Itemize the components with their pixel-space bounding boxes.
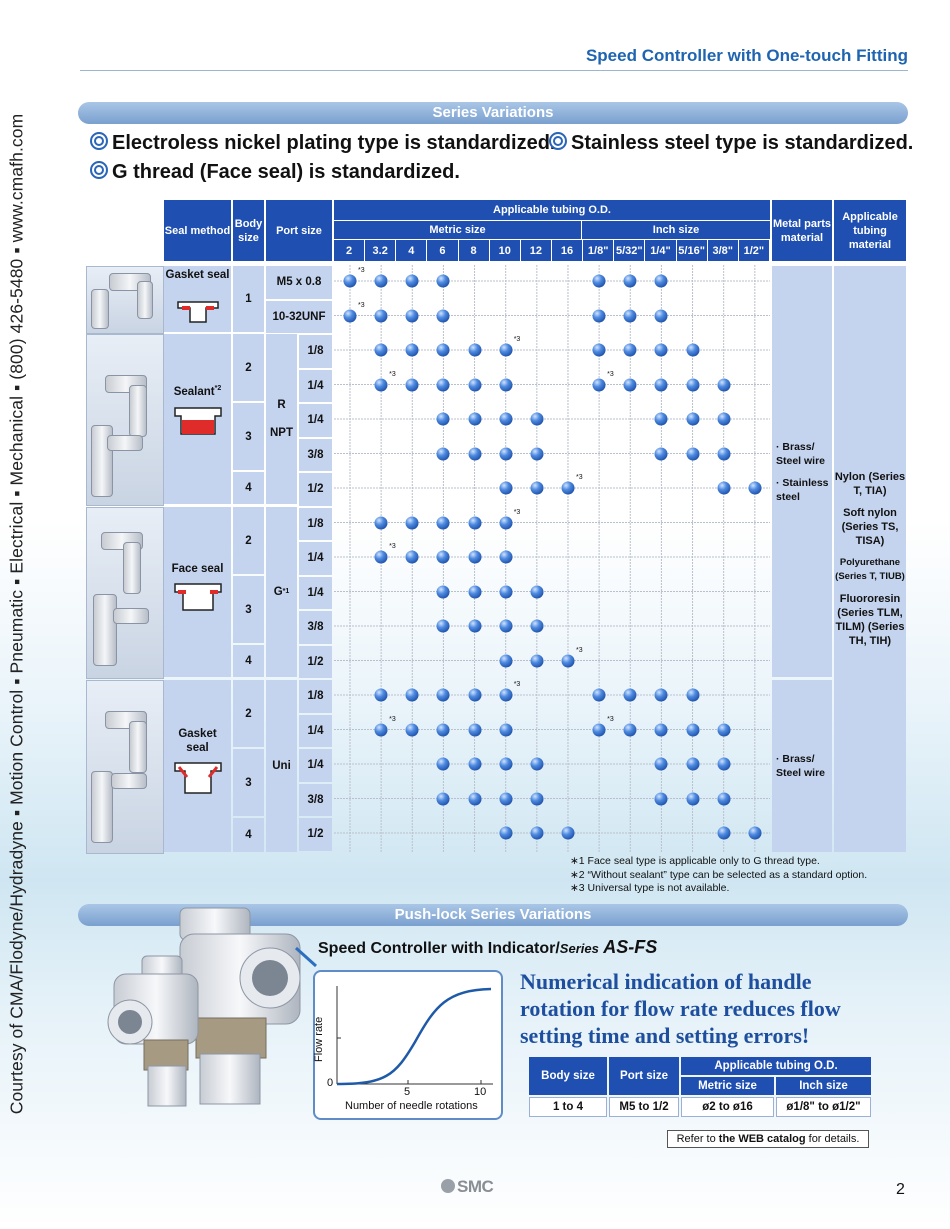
tubing-col-header: 3.2 (365, 240, 395, 261)
note-marker: *3 (358, 267, 365, 274)
availability-dot (561, 827, 574, 840)
availability-dot (748, 482, 761, 495)
availability-dot (468, 447, 481, 460)
availability-dot (499, 792, 512, 805)
t2-port-value: M5 to 1/2 (609, 1097, 679, 1117)
product-photo-asfs (100, 888, 320, 1113)
thread-uni: Uni (266, 680, 297, 852)
availability-dot (530, 585, 543, 598)
flow-curve (337, 989, 491, 1084)
port-size-cell: 1/8 (299, 680, 332, 713)
availability-dot (593, 344, 606, 357)
availability-dot (530, 413, 543, 426)
availability-dot (624, 309, 637, 322)
availability-dot (406, 344, 419, 357)
note-marker: *3 (513, 681, 521, 688)
seal-sealant: Sealant$^{*2}$ (164, 334, 231, 504)
availability-dot (530, 654, 543, 667)
availability-dot (561, 482, 574, 495)
header-metal-parts: Metal parts material (772, 200, 832, 261)
availability-dot (375, 723, 388, 736)
seal-face: Face seal (164, 507, 231, 677)
tubing-col-header: 1/2" (739, 240, 769, 261)
port-size-cell: 1/2 (299, 818, 332, 851)
metal-parts-2: · Brass/ Steel wire (772, 680, 832, 852)
ring-bullet-icon (549, 132, 567, 150)
availability-dot (717, 413, 730, 426)
graph-x-label: Number of needle rotations (345, 1100, 478, 1112)
t2-metric-value: ø2 to ø16 (681, 1097, 774, 1117)
smc-logo: SMC (441, 1177, 493, 1197)
availability-dot (655, 689, 668, 702)
header-seal-method: Seal method (164, 200, 231, 261)
photo-gasket-seal-1 (86, 266, 164, 334)
tubing-col-header: 3/8" (708, 240, 738, 261)
availability-dot (655, 344, 668, 357)
ring-bullet-icon (90, 132, 108, 150)
t2-body-header: Body size (529, 1057, 607, 1095)
body-size-cell: 2 (233, 507, 264, 574)
availability-dot (624, 344, 637, 357)
availability-dot (437, 551, 450, 564)
availability-dot (468, 551, 481, 564)
availability-dot (655, 792, 668, 805)
port-size-cell: 1/4 (299, 577, 332, 610)
port-size-cell: 1/2 (299, 646, 332, 679)
availability-dot (655, 723, 668, 736)
body-size-cell: 3 (233, 576, 264, 643)
port-size-cell: 3/8 (299, 439, 332, 472)
availability-dot (375, 516, 388, 529)
availability-dot (406, 275, 419, 288)
port-size-cell: 1/4 (299, 370, 332, 403)
photo-sealant (86, 334, 164, 506)
port-size-cell: 3/8 (299, 611, 332, 644)
series-variations-band: Series Variations (78, 102, 908, 124)
availability-dot (468, 516, 481, 529)
graph-x0: 0 (327, 1077, 334, 1089)
tubing-col-header: 2 (334, 240, 364, 261)
t2-inch-value: ø1/8" to ø1/2" (776, 1097, 871, 1117)
availability-dot (437, 309, 450, 322)
availability-dot (593, 378, 606, 391)
availability-dot (468, 723, 481, 736)
availability-dot (686, 723, 699, 736)
availability-dot (499, 689, 512, 702)
availability-dot (437, 447, 450, 460)
body-size-cell: 4 (233, 472, 264, 504)
tubing-col-header: 1/8" (583, 240, 613, 261)
availability-dot (593, 309, 606, 322)
availability-dot (406, 378, 419, 391)
availability-dot (530, 792, 543, 805)
availability-dot (499, 516, 512, 529)
availability-dot (530, 482, 543, 495)
push-lock-band: Push-lock Series Variations (78, 904, 908, 926)
note-marker: *3 (607, 715, 614, 723)
body-size-cell: 3 (233, 403, 264, 470)
availability-dot (624, 378, 637, 391)
seal-gasket-1: Gasket seal (164, 266, 231, 332)
availability-dot (686, 758, 699, 771)
tubing-col-header: 16 (552, 240, 582, 261)
availability-dot (499, 413, 512, 426)
availability-dot (686, 792, 699, 805)
availability-dot (499, 378, 512, 391)
tubing-col-header: 5/32" (614, 240, 644, 261)
flow-rate-graph (313, 970, 503, 1120)
t2-port-header: Port size (609, 1057, 679, 1095)
availability-dot (437, 792, 450, 805)
availability-dot (530, 620, 543, 633)
thread-g: G *1 (266, 507, 297, 677)
headline-g-thread: G thread (Face seal) is standardized. (90, 161, 460, 184)
note-marker: *3 (575, 474, 583, 481)
photo-gasket-seal-2 (86, 680, 164, 854)
port-size-cell: 1/4 (299, 749, 332, 782)
note-marker: *3 (513, 336, 521, 343)
footnote-2: ∗2 “Without sealant” type can be selected as a standard option. (570, 869, 868, 881)
note-marker: *3 (607, 370, 614, 378)
availability-dot (406, 516, 419, 529)
port-size-cell: 1/8 (299, 508, 332, 541)
port-size-cell: M5 x 0.8 (266, 266, 332, 299)
availability-dot (624, 275, 637, 288)
availability-dot (624, 689, 637, 702)
header-inch-size: Inch size (582, 221, 770, 239)
availability-dot (655, 413, 668, 426)
availability-dot (499, 827, 512, 840)
availability-dot (437, 723, 450, 736)
availability-dot (375, 275, 388, 288)
availability-dot (530, 447, 543, 460)
availability-dot (375, 344, 388, 357)
thread-r-npt: R NPT (266, 334, 297, 504)
body-size-cell: 4 (233, 645, 264, 677)
availability-dot (530, 758, 543, 771)
t2-body-value: 1 to 4 (529, 1097, 607, 1117)
availability-dot (686, 447, 699, 460)
port-size-cell: 1/4 (299, 542, 332, 575)
availability-dot (593, 689, 606, 702)
availability-dot (499, 344, 512, 357)
header-body-size: Body size (233, 200, 264, 261)
availability-dot (437, 413, 450, 426)
gasket-seal-icon (173, 761, 223, 795)
graph-x5: 5 (404, 1086, 411, 1098)
availability-dot (686, 413, 699, 426)
availability-dot (499, 447, 512, 460)
body-size-cell: 2 (233, 334, 264, 401)
body-size-cell: 4 (233, 818, 264, 852)
availability-dot (686, 689, 699, 702)
availability-dot (437, 275, 450, 288)
asfs-subtitle: Speed Controller with Indicator/Series AS-FS (318, 937, 658, 957)
graph-y-label: Flow rate (313, 1016, 325, 1062)
web-catalog-note: Refer to the WEB catalog for details. (667, 1130, 869, 1148)
availability-dot (437, 758, 450, 771)
availability-dot (344, 275, 357, 288)
availability-dot (468, 758, 481, 771)
note-marker: *3 (389, 543, 396, 550)
availability-dot (717, 758, 730, 771)
availability-dot (561, 654, 574, 667)
header-port-size: Port size (266, 200, 332, 261)
availability-dot (468, 792, 481, 805)
availability-dot (717, 447, 730, 460)
tubing-col-header: 6 (427, 240, 457, 261)
availability-dot (717, 482, 730, 495)
t2-metric-header: Metric size (681, 1077, 774, 1095)
availability-dot (468, 413, 481, 426)
seal-gasket-2: Gasket seal (164, 680, 231, 852)
availability-dot (499, 620, 512, 633)
note-marker: *3 (575, 646, 583, 654)
note-marker: *3 (389, 715, 396, 723)
headline-stainless: Stainless steel type is standardized. (549, 132, 913, 155)
body-size-cell: 2 (233, 680, 264, 747)
availability-dot (375, 309, 388, 322)
metal-parts-1: · Brass/ Steel wire · Stainless steel (772, 266, 832, 677)
body-size-cell: 1 (233, 266, 264, 332)
availability-dot (499, 551, 512, 564)
applicable-tubing-material: Nylon (Series T, TIA) Soft nylon (Series TS, TISA) Polyurethane (Series T, TIUB) Fluororesin (Series TLM, TILM) (Series TH, TIH) (834, 266, 906, 852)
ring-bullet-icon (90, 161, 108, 179)
face-seal-icon (173, 582, 223, 612)
availability-dot (375, 551, 388, 564)
sealant-icon (173, 406, 223, 436)
availability-dot (437, 344, 450, 357)
port-size-cell: 1/4 (299, 715, 332, 748)
availability-dot (717, 792, 730, 805)
availability-dot (437, 378, 450, 391)
availability-dot (375, 378, 388, 391)
note-marker: *3 (513, 508, 521, 516)
headline-nickel: Electroless nickel plating type is standardized. (90, 132, 555, 155)
port-size-cell: 10-32UNF (266, 301, 332, 334)
availability-dot (717, 827, 730, 840)
availability-dot (406, 723, 419, 736)
tubing-col-header: 5/16" (677, 240, 707, 261)
port-size-cell: 1/4 (299, 404, 332, 437)
availability-dot (655, 447, 668, 460)
availability-dot (655, 758, 668, 771)
availability-dot (655, 378, 668, 391)
availability-dot (499, 758, 512, 771)
footnote-1: ∗1 Face seal type is applicable only to G thread type. (570, 855, 820, 867)
availability-dot (530, 827, 543, 840)
availability-dot (499, 723, 512, 736)
tubing-grid (334, 265, 770, 852)
photo-face-seal (86, 507, 164, 679)
header-applicable-tubing-material: Applicable tubing material (834, 200, 906, 261)
tubing-col-header: 10 (490, 240, 520, 261)
graph-x10: 10 (474, 1086, 487, 1098)
footnote-3: ∗3 Universal type is not available. (570, 882, 730, 894)
header-applicable-tubing: Applicable tubing O.D. (334, 200, 770, 220)
availability-dot (499, 585, 512, 598)
availability-dot (717, 378, 730, 391)
page-number: 2 (896, 1181, 905, 1198)
availability-dot (686, 344, 699, 357)
body-size-cell: 3 (233, 749, 264, 816)
availability-dot (655, 275, 668, 288)
port-size-cell: 1/2 (299, 473, 332, 506)
availability-dot (437, 620, 450, 633)
note-marker: *3 (358, 301, 365, 309)
availability-dot (717, 723, 730, 736)
port-size-cell: 1/8 (299, 335, 332, 368)
header-metric-size: Metric size (334, 221, 581, 239)
availability-dot (468, 620, 481, 633)
asfs-description: Numerical indication of handle rotation for flow rate reduces flow setting time and setting errors! (520, 969, 841, 1048)
header-rule (80, 70, 908, 71)
availability-dot (406, 689, 419, 702)
tubing-col-header: 4 (396, 240, 426, 261)
availability-dot (468, 344, 481, 357)
availability-dot (499, 482, 512, 495)
t2-inch-header: Inch size (776, 1077, 871, 1095)
availability-dot (437, 689, 450, 702)
availability-dot (468, 378, 481, 391)
availability-dot (686, 378, 699, 391)
availability-dot (344, 309, 357, 322)
gasket-seal-icon (176, 300, 220, 326)
availability-dot (593, 723, 606, 736)
availability-dot (468, 585, 481, 598)
tubing-col-header: 12 (521, 240, 551, 261)
t2-tubing-header: Applicable tubing O.D. (681, 1057, 871, 1075)
availability-dot (499, 654, 512, 667)
availability-dot (406, 309, 419, 322)
port-size-cell: 3/8 (299, 784, 332, 817)
availability-dot (748, 827, 761, 840)
availability-dot (375, 689, 388, 702)
side-courtesy-text: Courtesy of CMA/Flodyne/Hydradyne ▪ Motion Control ▪ Pneumatic ▪ Electrical ▪ Mechanical ▪ (800) 426-5480 ▪ www.cmafh.com (6, 113, 27, 1115)
availability-dot (437, 585, 450, 598)
tubing-col-header: 8 (459, 240, 489, 261)
availability-dot (593, 275, 606, 288)
page-header: Speed Controller with One-touch Fitting (585, 46, 908, 65)
note-marker: *3 (389, 370, 396, 378)
tubing-col-header: 1/4" (645, 240, 675, 261)
availability-dot (655, 309, 668, 322)
availability-dot (624, 723, 637, 736)
availability-dot (437, 516, 450, 529)
availability-dot (406, 551, 419, 564)
availability-dot (468, 689, 481, 702)
